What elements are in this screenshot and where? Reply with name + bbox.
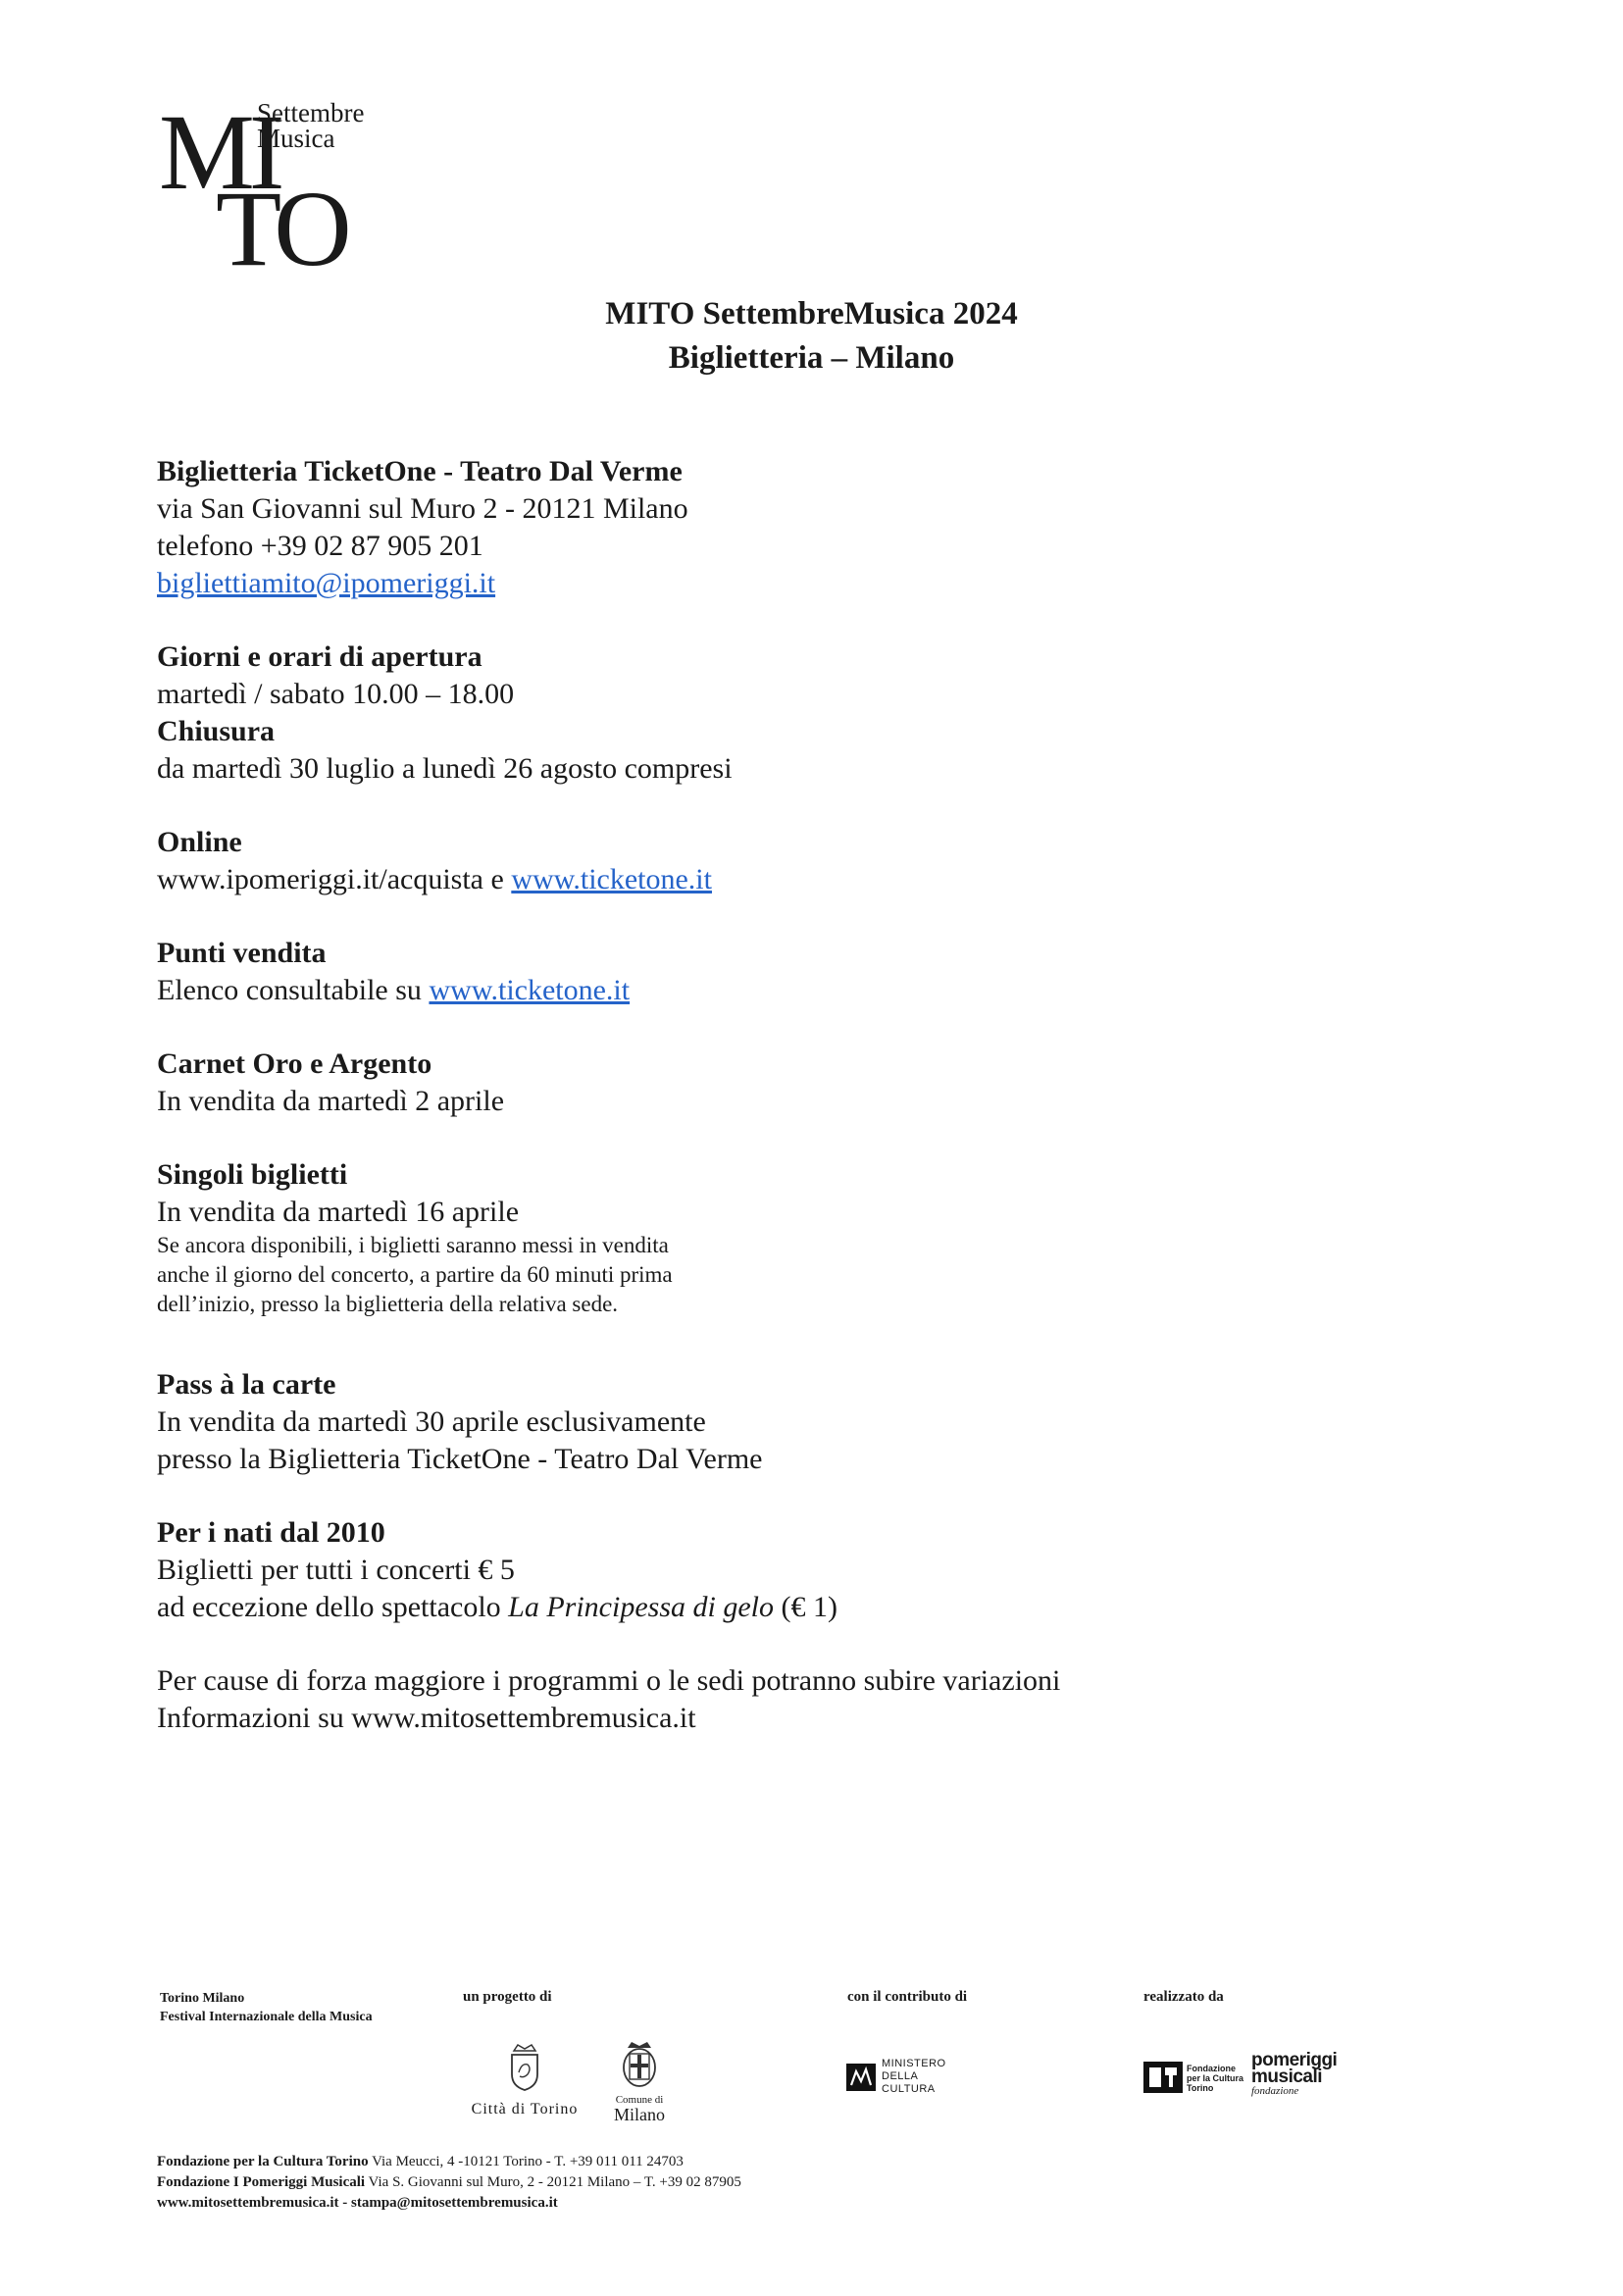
carnet-heading: Carnet Oro e Argento (157, 1047, 432, 1080)
footer-project-label: un progetto di (463, 1989, 552, 2005)
ministry-text-3: CULTURA (882, 2083, 936, 2095)
points-line (157, 972, 630, 1009)
pass-text-1: In vendita da martedì 30 aprile esclusivamente (157, 1405, 706, 1438)
online-heading: Online (157, 826, 242, 858)
single-text: In vendita da martedì 16 aprile (157, 1196, 520, 1228)
footer-line-1 (157, 2152, 684, 2172)
footer-realized-label: realizzato da (1143, 1989, 1224, 2005)
milano-logo-text-1: Comune di (615, 2094, 664, 2106)
box-office-phone: telefono +39 02 87 905 201 (157, 530, 483, 562)
ministry-mark-icon (846, 2064, 876, 2091)
pomeriggi-logo (1251, 2052, 1359, 2101)
points-text: Elenco consultabile su (157, 974, 430, 1006)
footer-line-3: www.mitosettembremusica.it - stampa@mitosettembremusica.it (157, 2195, 558, 2211)
footer-festival-1: Torino Milano (160, 1991, 245, 2006)
youth-show-title: La Principessa di gelo (508, 1591, 774, 1623)
logo-line-1: Settembre (257, 98, 365, 128)
points-ticketone-link[interactable]: www.ticketone.it (429, 974, 631, 1006)
hours-heading: Giorni e orari di apertura (157, 640, 482, 673)
youth-text-1: Biglietti per tutti i concerti € 5 (157, 1554, 515, 1586)
pass-text-2: presso la Biglietteria TicketOne - Teatro Dal Verme (157, 1443, 763, 1475)
single-note-2: anche il giorno del concerto, a partire da 60 minuti prima (157, 1262, 673, 1287)
online-ticketone-link[interactable]: www.ticketone.it (511, 863, 712, 895)
mito-logo (159, 92, 394, 288)
fct-text-1: Fondazione (1187, 2064, 1236, 2073)
carnet-text: In vendita da martedì 2 aprile (157, 1085, 505, 1117)
notes-line-2: Informazioni su www.mitosettembremusica.it (157, 1702, 696, 1734)
youth-heading: Per i nati dal 2010 (157, 1516, 385, 1549)
page-title: MITO SettembreMusica 2024 (605, 296, 1018, 332)
youth-text-2-prefix: ad eccezione dello spettacolo (157, 1591, 509, 1623)
ministry-text-2: DELLA (882, 2070, 919, 2082)
footer-line-2 (157, 2172, 741, 2193)
single-note-1: Se ancora disponibili, i biglietti saranno messi in vendita (157, 1233, 669, 1257)
fct-text (1187, 2064, 1243, 2093)
page-subtitle: Biglietteria – Milano (668, 340, 955, 376)
fct-mark-icon (1143, 2062, 1183, 2093)
single-note-3: dell’inizio, presso la biglietteria della relativa sede. (157, 1292, 619, 1316)
box-office-heading: Biglietteria TicketOne - Teatro Dal Verme (157, 455, 683, 487)
footer-contrib-label: con il contributo di (847, 1989, 968, 2005)
points-heading: Punti vendita (157, 937, 327, 969)
notes-line-1: Per cause di forza maggiore i programmi o le sedi potranno subire variazioni (157, 1664, 1061, 1697)
box-office-email-link[interactable]: bigliettiamito@ipomeriggi.it (157, 567, 496, 599)
footer-line-2-rest: Via S. Giovanni sul Muro, 2 - 20121 Milano – T. +39 02 87905 (365, 2174, 741, 2190)
fct-text-3: Torino (1187, 2083, 1214, 2093)
footer-line-2-bold: Fondazione I Pomeriggi Musicali (157, 2174, 366, 2190)
ministry-logo (846, 2058, 964, 2097)
online-line (157, 861, 712, 898)
milano-logo (600, 2040, 679, 2123)
pm-text-1: pomeriggi (1251, 2050, 1338, 2070)
ministry-text-1: MINISTERO (882, 2058, 946, 2069)
milano-logo-text-2: Milano (614, 2105, 665, 2124)
pm-text-3: fondazione (1251, 2085, 1299, 2097)
closing-heading: Chiusura (157, 715, 276, 747)
footer-line-1-rest: Via Meucci, 4 -10121 Torino - T. +39 011 011 24703 (368, 2154, 684, 2169)
torino-crest-icon (508, 2043, 541, 2092)
hours-text: martedì / sabato 10.00 – 18.00 (157, 678, 515, 710)
footer-festival-2: Festival Internazionale della Musica (160, 2010, 373, 2024)
fct-text-2: per la Cultura (1187, 2073, 1244, 2083)
single-heading: Singoli biglietti (157, 1158, 348, 1191)
youth-text-2 (157, 1589, 837, 1626)
fct-logo (1143, 2058, 1251, 2097)
box-office-address: via San Giovanni sul Muro 2 - 20121 Milano (157, 492, 688, 525)
online-text: www.ipomeriggi.it/acquista e (157, 863, 512, 895)
youth-text-2-suffix: (€ 1) (773, 1591, 837, 1623)
logo-mark-top: MI (159, 92, 279, 212)
footer-line-1-bold: Fondazione per la Cultura Torino (157, 2154, 369, 2169)
milano-crest-icon (620, 2040, 659, 2089)
pass-heading: Pass à la carte (157, 1368, 336, 1401)
pm-text-2: musicali (1251, 2066, 1323, 2087)
logo-line-2: Musica (257, 124, 335, 153)
ministry-text (882, 2058, 946, 2096)
closing-text: da martedì 30 luglio a lunedì 26 agosto compresi (157, 752, 733, 785)
torino-logo-text: Città di Torino (471, 2101, 579, 2117)
logo-mark-bottom: TO (216, 169, 346, 288)
torino-logo (461, 2043, 588, 2118)
